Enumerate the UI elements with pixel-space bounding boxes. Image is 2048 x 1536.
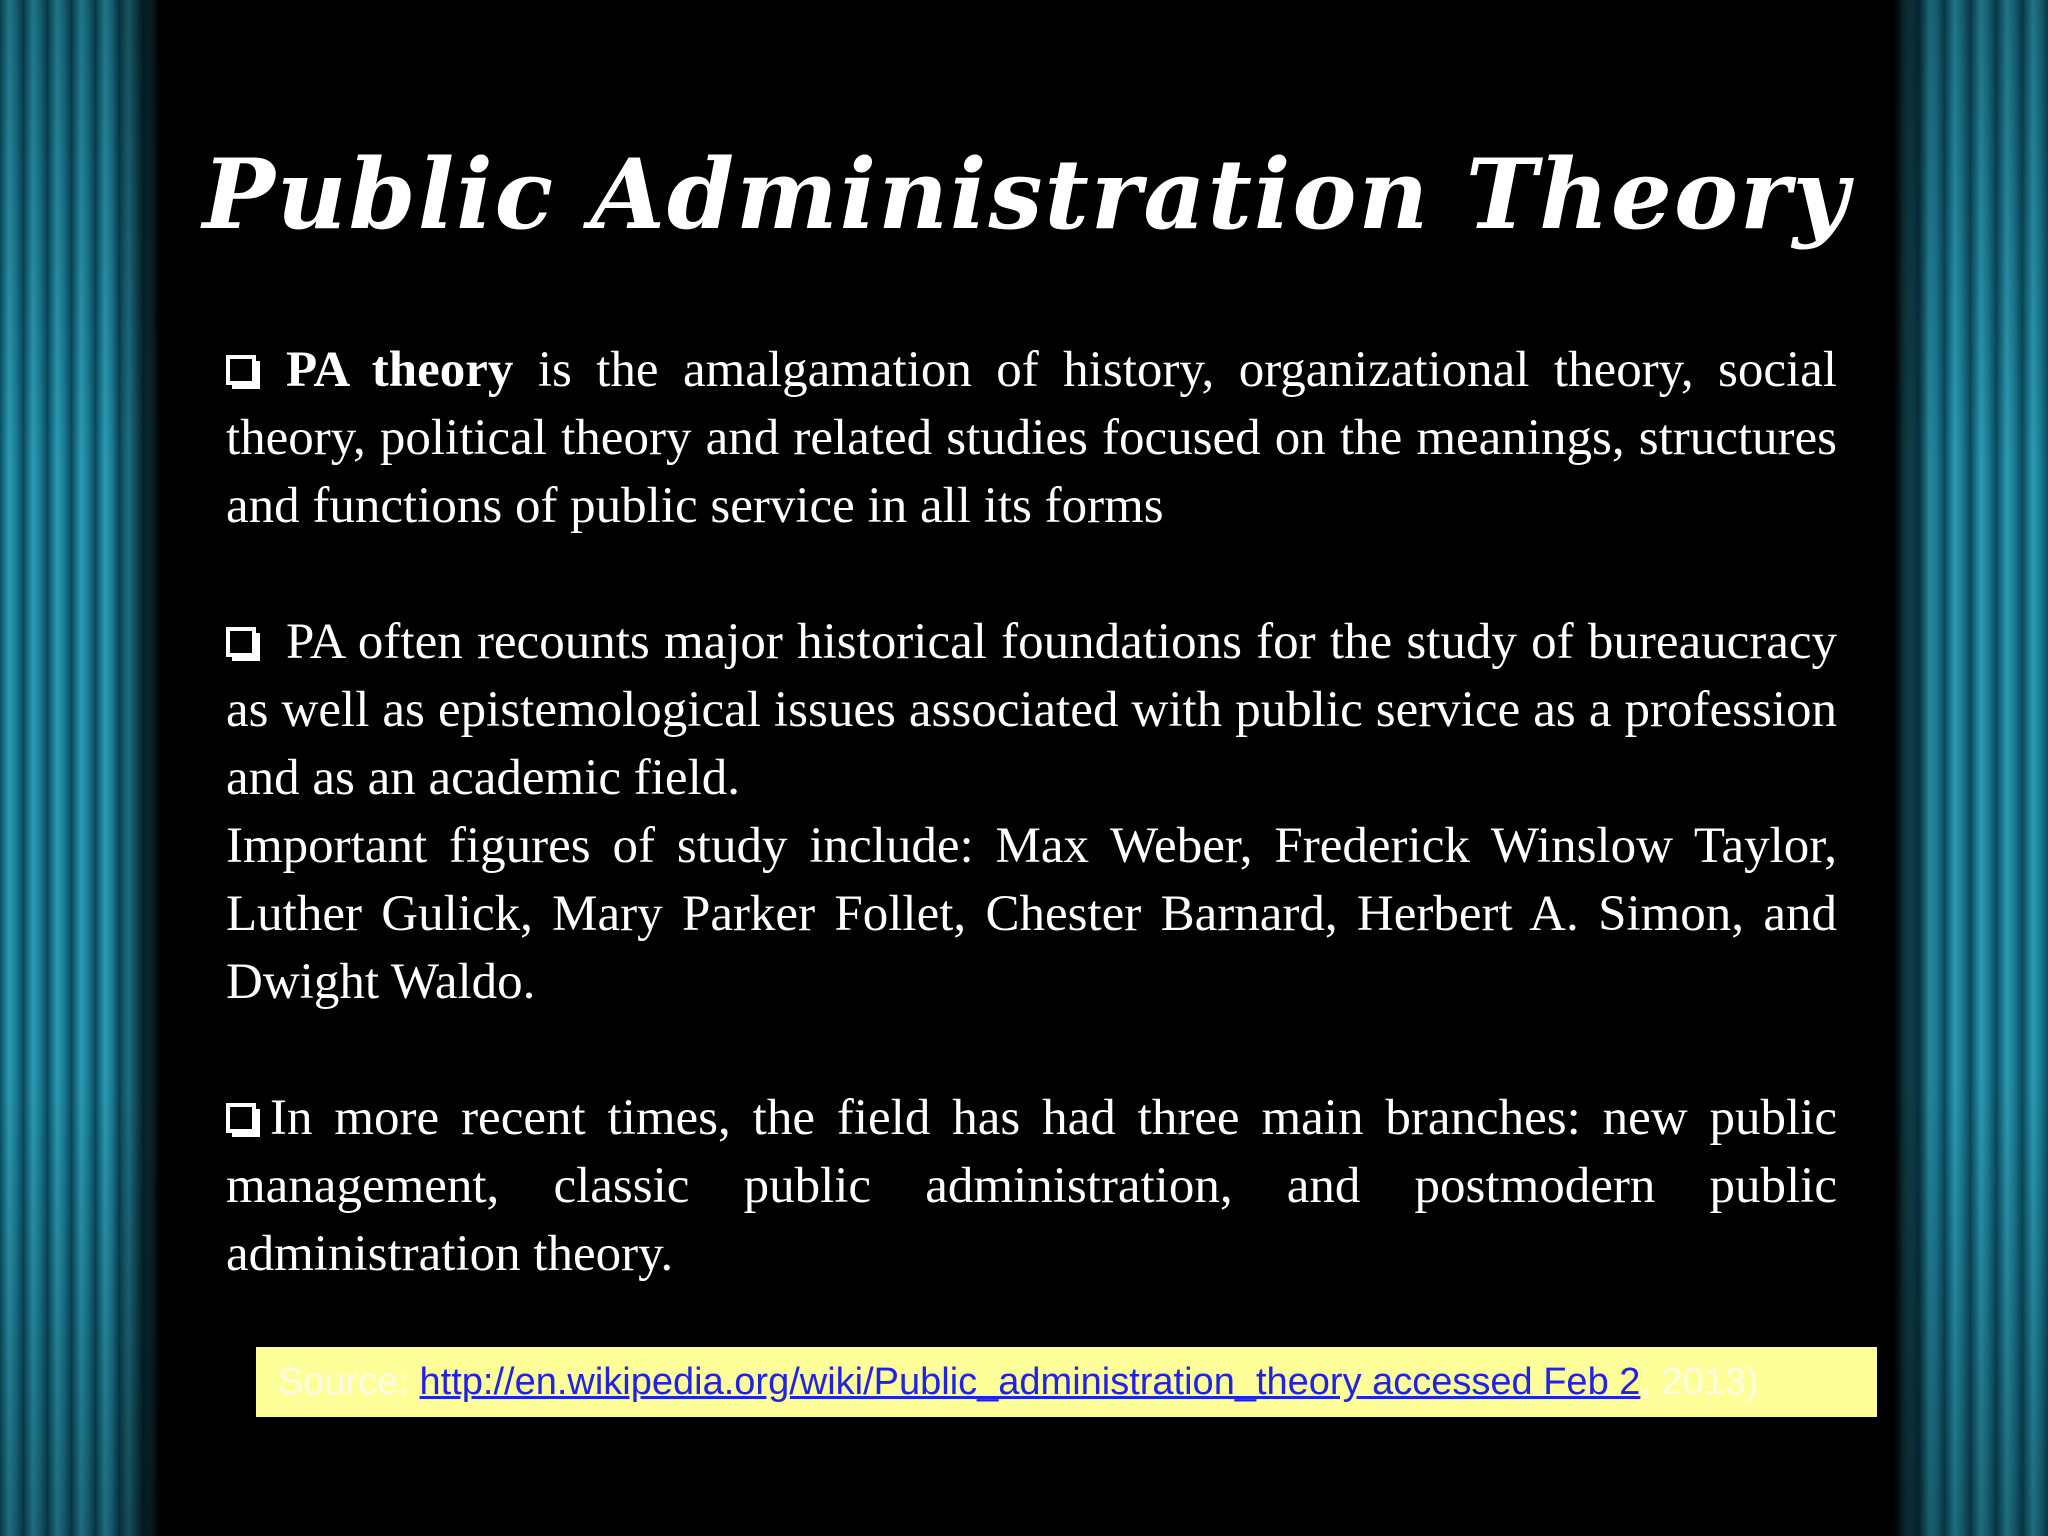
source-link[interactable]: http://en.wikipedia.org/wiki/Public_administration_theory accessed Feb 2 (419, 1361, 1641, 1403)
bullet-1 (226, 336, 1837, 540)
slide (160, 0, 1893, 1536)
source-suffix: , 2013) (1640, 1361, 1759, 1403)
bullet-2 (226, 608, 1837, 812)
bullet-2-text: PA often recounts major historical foundations for the study of bureaucracy as well as epistemological issues associated with public service as a profession and as an academic field. (226, 614, 1837, 806)
bullet-3 (226, 1084, 1837, 1288)
source-citation (256, 1347, 1877, 1417)
slide-body (226, 336, 1837, 1288)
left-curtain-decoration (0, 0, 160, 1536)
checkbox-bullet-icon (226, 355, 256, 385)
bullet-2-continuation: Important figures of study include: Max Weber, Frederick Winslow Taylor, Luther Gulick, Mary Parker Follet, Chester Barnard, Herbert A. Simon, and Dwight Waldo. (226, 818, 1837, 1010)
bullet-1-lead: PA theory (286, 342, 514, 398)
bullet-1-text: is the amalgamation of history, organizational theory, social theory, political theory and related studies focused on the meanings, structures and functions of public service in all its forms (226, 342, 1837, 534)
source-label: Source: (278, 1361, 420, 1403)
right-curtain-decoration (1893, 0, 2048, 1536)
bullet-3-text: In more recent times, the field has had three main branches: new public management, classic public administration, and postmodern public administration theory. (226, 1090, 1837, 1282)
slide-title: Public Administration Theory (202, 138, 1851, 251)
checkbox-bullet-icon (226, 627, 256, 657)
checkbox-bullet-icon (226, 1103, 256, 1133)
